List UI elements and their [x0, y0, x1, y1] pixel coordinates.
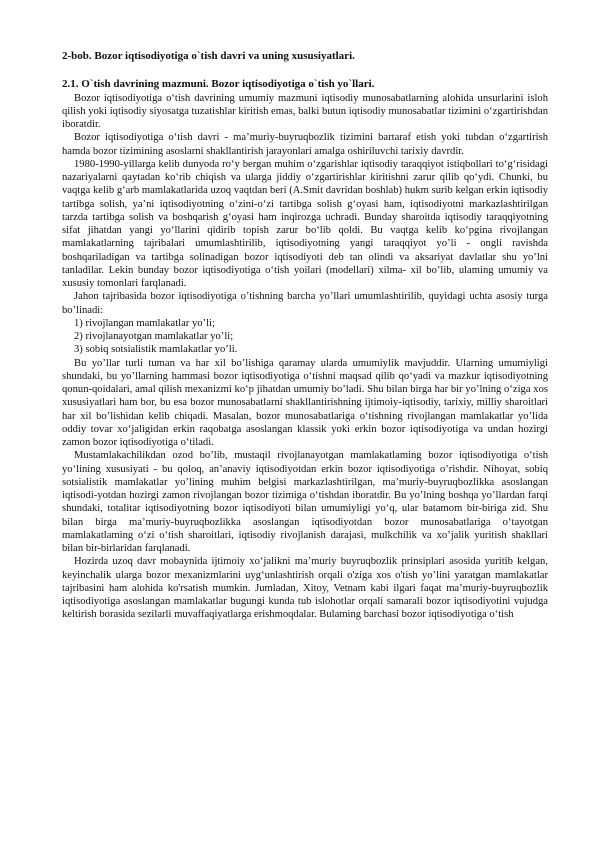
list-item: 2) rivojlanayotgan mamlakatlar yo’li;	[74, 331, 234, 342]
paragraph: Bu yo’llar turli tuman va har xil bo’lishiga qaramay ularda umumiylik mavjuddir. Ularning umumiyligi shundaki, bu yo’llarning hammasi bozor iqtisodiyotiga o‘tishni maqsad qilib qo‘yadi va mazkur iqtisodiyotning qonun-qoidalari, amal qilish mexanizmi ko‘p jihatdan umumiy bo’ladi. Shu bilan birga har bir yo’lning o‘ziga xos xususiyatlari ham bor, bu esa bozor munosabatlarni shakllantirishning ijtimoiy-iqtisodiy, tarixiy, milliy sharoitlari har xil bo’lishidan kelib chiqadi. Masalan, bozor munosabatlariga o‘tishning rivojlangan mamlakatlar yo’lida oddiy tovar xo‘jaligidan erkin raqobatga asoslangan klassik yoki erkin bozor iqtisodiyotiga va undan hozirgi zamon bozor iqtisodiyotiga o‘tiladi.	[62, 357, 548, 448]
paragraph: 1980-1990-yillarga kelib dunyoda ro‘y bergan muhim o‘zgarishlar iqtisodiy taraqqiyot istiqbollari to‘g‘risidagi nazariyalarni qaytadan ko‘rib chiqish va ularga jiddiy o‘zgartirishlar kiritishni zarur qilib qo‘ydi. Chunki, bu vaqtga kelib g‘arb mamlakatlarida uzoq vaqtdan beri (A.Smit davridan boshlab) hukm surib kelgan erkin iqtisodiy tartibga solish, ya’ni iqtisodiyotning o‘zini-o‘zi tartibga solish g‘oyasi ham, iqtisodiyotni markazlashtirilgan tarzda tartibga solish va boshqarish g‘oyasi ham inqirozga uchradi. Bunday sharoitda iqtisodiy taraqqiyotning sifat jihatdan yangi yo‘llarini qidirib topish zarur bo‘lib qoldi. Bu vaqtga kelib ko‘pgina rivojlangan mamlakatlarning tajribalari umumlashtirilib, iqtisodiyotning yangi taraqqiyot yo’li - ongli ravishda boshqariladigan va tartibga solinadigan bozor iqtisodiyoti deb tan olindi va aksariyat davlatlar shu yo’lni tanladilar. Lekin bunday bozor iqtisodiyotiga o‘tish yoilari (modellari) xilma- xil bo’lib, ulaming umumiy va xususiy tomonlari farqlanadi.	[62, 158, 548, 289]
section-title: 2.1. O`tish davrining mazmuni. Bozor iqtisodiyotiga o`tish yo`llari.	[62, 78, 375, 91]
paragraph: Hozirda uzoq davr mobaynida ijtimoiy xo‘jalikni ma’muriy buyruqbozlik prinsiplari asosida yuritib kelgan, keyinchalik ularga bozor mexanizmlarini uyg‘unlashtirish orqali o'ziga xos o'tish yo’lini yaratgan mamlakatlar tajribasini ham alohida ko'rsatish mumkin. Jumladan, Xitoy, Vetnam kabi ilgari faqat ma’muriy-buyruqbozlik iqtisodiyotiga asoslangan mamlakatlar bugungi kunda tub islohotlar orqali samarali bozor iqtisodiyotini vujudga keltirish borasida sezilarli muvaffaqiyatlarga erishmoqdalar. Bulaming barchasi bozor iqtisodiyotiga o‘tish	[62, 556, 548, 621]
paragraph: Bozor iqtisodiyotiga o‘tish davri - ma’muriy-buyruqbozlik tizimini bartaraf etish yoki tubdan o‘zgartirish hamda bozor tizimining asoslarni shakllantirish jarayonlari amalga oshiriluvchi tarixiy davrdir.	[62, 132, 548, 157]
list-item: 1) rivojlangan mamlakatlar yo’li;	[74, 317, 215, 329]
chapter-title: 2-bob. Bozor iqtisodiyotiga o`tish davri va uning xususiyatlari.	[62, 50, 355, 62]
path-types-list	[62, 317, 548, 357]
document-page	[62, 50, 548, 622]
list-item: 3) sobiq sotsialistik mamlakatlar yo’li.	[74, 344, 238, 356]
paragraph: Mustamlakachilikdan ozod bo’lib, mustaqil rivojlanayotgan mamlakatlaming bozor iqtisodiyotiga o‘tish yo‘lining xususiyati - bu qoloq, an’anaviy iqtisodiyotdan erkin bozor iqtisodiyotiga o’rishdir. Nihoyat, sobiq sotsialistik mamlakatlar yo’lining muhim belgisi markazlashtirilgan, ma’muriy-buyruqbozlikka asoslangan iqtisodi-yotdan hozirgi zamon rivojlangan bozor tizimiga o‘tishdan iboratdir. Bu yo’lning boshqa yo’llardan farqi shundaki, totalitar iqtisodiyotning bozor iqtisodiyoti bilan umumiyligi yo‘q, ular batamom bir-biriga zid. Shu bilan birga ma’muriy-buyruqbozlikka asoslangan iqtisodiyotdan bozor munosabatlariga o‘tayotgan mamlakatlaming o‘zi o‘tish sharoitlari, iqtisodiy rivojlanish darajasi, mulkchilik va xo’jalik yuritish shakllari bilan bir-birlaridan farqlanadi.	[62, 450, 548, 554]
paragraph: Jahon tajribasida bozor iqtisodiyotiga o’tishning barcha yo’llari umumlashtirilib, quyidagi uchta asosiy turga bo’linadi:	[62, 291, 548, 316]
paragraph: Bozor iqtisodiyotiga o‘tish davrining umumiy mazmuni iqtisodiy munosabatlarning alohida unsurlarini isloh qilish yoki iqtisodiy siyosatga tuzatishlar kiritish emas, balki butun iqtisodiy munosabatlar tizimini o‘zgartirishdan iboratdir.	[62, 92, 548, 130]
